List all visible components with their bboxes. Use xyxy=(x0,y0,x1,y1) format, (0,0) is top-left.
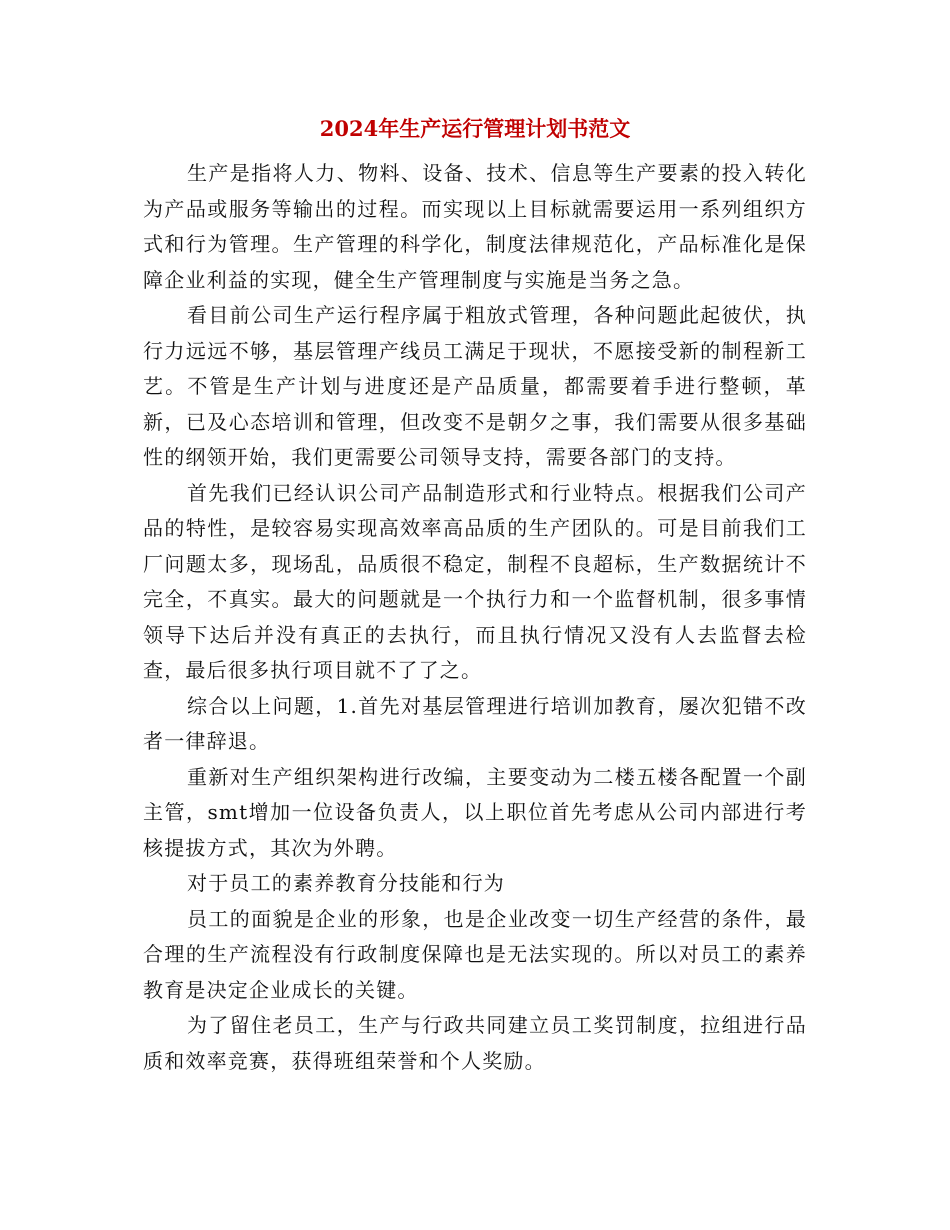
paragraph-2: 看目前公司生产运行程序属于粗放式管理，各种问题此起彼伏，执行力远远不够，基层管理产线员工满足于现状，不愿接受新的制程新工艺。不管是生产计划与进度还是产品质量，都需要着手进行整顿，革新，已及心态培训和管理，但改变不是朝夕之事，我们需要从很多基础性的纲领开始，我们更需要公司领导支持，需要各部门的支持。 xyxy=(143,303,807,469)
paragraph-5: 重新对生产组织架构进行改编，主要变动为二楼五楼各配置一个副主管，smt增加一位设备负责人，以上职位首先考虑从公司内部进行考核提拔方式，其次为外聘。 xyxy=(143,764,807,860)
document-body xyxy=(143,156,807,1079)
document-title: 2024年生产运行管理计划书范文 xyxy=(319,116,631,141)
paragraph-1: 生产是指将人力、物料、设备、技术、信息等生产要素的投入转化为产品或服务等输出的过程。而实现以上目标就需要运用一系列组织方式和行为管理。生产管理的科学化，制度法律规范化，产品标准化是保障企业利益的实现，健全生产管理制度与实施是当务之急。 xyxy=(143,161,807,292)
paragraph-6: 对于员工的素养教育分技能和行为 xyxy=(187,871,505,895)
paragraph-4: 综合以上问题，1.首先对基层管理进行培训加教育，屡次犯错不改者一律辞退。 xyxy=(143,693,807,753)
paragraph-3: 首先我们已经认识公司产品制造形式和行业特点。根据我们公司产品的特性，是较容易实现高效率高品质的生产团队的。可是目前我们工厂问题太多，现场乱，品质很不稳定，制程不良超标，生产数据统计不完全，不真实。最大的问题就是一个执行力和一个监督机制，很多事情领导下达后并没有真正的去执行，而且执行情况又没有人去监督去检查，最后很多执行项目就不了了之。 xyxy=(143,480,807,682)
paragraph-7: 员工的面貌是企业的形象，也是企业改变一切生产经营的条件，最合理的生产流程没有行政制度保障也是无法实现的。所以对员工的素养教育是决定企业成长的关键。 xyxy=(143,906,807,1002)
paragraph-8: 为了留住老员工，生产与行政共同建立员工奖罚制度，拉组进行品质和效率竞赛，获得班组荣誉和个人奖励。 xyxy=(143,1013,807,1073)
